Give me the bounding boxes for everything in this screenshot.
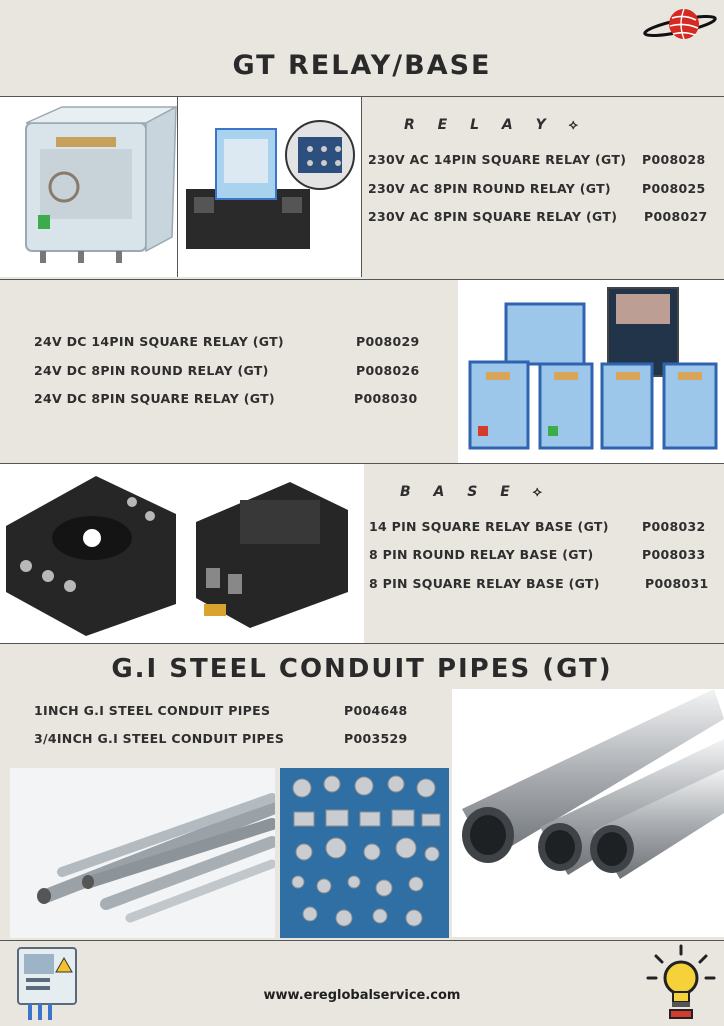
divider xyxy=(0,643,724,644)
divider xyxy=(0,940,724,941)
website-url[interactable]: www.ereglobalservice.com xyxy=(263,988,461,1003)
product-name: 3/4INCH G.I STEEL CONDUIT PIPES xyxy=(34,731,285,746)
product-code: P008027 xyxy=(644,209,708,224)
product-name: 24V DC 8PIN SQUARE RELAY (GT) xyxy=(34,391,275,406)
relay-base-photo xyxy=(0,464,364,643)
product-code: P008032 xyxy=(642,519,706,534)
product-code: P008025 xyxy=(642,181,706,196)
product-name: 14 PIN SQUARE RELAY BASE (GT) xyxy=(369,519,609,534)
product-name: 24V DC 14PIN SQUARE RELAY (GT) xyxy=(34,334,284,349)
product-name: 24V DC 8PIN ROUND RELAY (GT) xyxy=(34,363,269,378)
relay-photo-clear-cube xyxy=(0,97,177,277)
page-title: GT RELAY/BASE xyxy=(232,50,492,81)
product-code: P003529 xyxy=(344,731,408,746)
relay-heading-label: R E L A Y xyxy=(404,117,555,133)
product-row xyxy=(368,152,718,167)
conduit-pipes-bundle-photo xyxy=(10,768,275,938)
diamond-sparkle-icon: ⟡ xyxy=(532,484,542,500)
product-code: P004648 xyxy=(344,703,408,718)
product-row xyxy=(34,334,434,349)
base-heading xyxy=(400,484,542,500)
product-row xyxy=(34,703,434,718)
product-row xyxy=(369,547,719,562)
conduit-fittings-photo xyxy=(280,768,449,938)
conduit-pipes-closeup-photo xyxy=(452,689,724,937)
relay-heading xyxy=(404,117,578,133)
product-code: P008028 xyxy=(642,152,706,167)
product-row xyxy=(368,181,718,196)
product-code: P008033 xyxy=(642,547,706,562)
relay-photo-with-base xyxy=(178,97,361,277)
product-name: 230V AC 8PIN SQUARE RELAY (GT) xyxy=(368,209,618,224)
product-code: P008030 xyxy=(354,391,418,406)
product-code: P008029 xyxy=(356,334,420,349)
product-code: P008031 xyxy=(645,576,709,591)
diamond-sparkle-icon: ⟡ xyxy=(568,117,578,133)
product-name: 1INCH G.I STEEL CONDUIT PIPES xyxy=(34,703,271,718)
brand-logo xyxy=(640,4,718,50)
product-row xyxy=(34,363,434,378)
electrical-panel-icon xyxy=(8,944,86,1022)
conduit-title: G.I STEEL CONDUIT PIPES (GT) xyxy=(111,654,613,684)
product-name: 8 PIN SQUARE RELAY BASE (GT) xyxy=(369,576,600,591)
product-row xyxy=(34,731,434,746)
relay-photo-group xyxy=(458,280,724,463)
product-row xyxy=(34,391,434,406)
light-bulb-icon xyxy=(644,944,718,1020)
product-row xyxy=(369,576,719,591)
product-code: P008026 xyxy=(356,363,420,378)
product-row xyxy=(368,209,718,224)
base-heading-label: B A S E xyxy=(400,484,519,500)
product-row xyxy=(369,519,719,534)
product-name: 8 PIN ROUND RELAY BASE (GT) xyxy=(369,547,594,562)
product-name: 230V AC 14PIN SQUARE RELAY (GT) xyxy=(368,152,627,167)
globe-swoosh-logo-icon xyxy=(640,4,718,50)
product-name: 230V AC 8PIN ROUND RELAY (GT) xyxy=(368,181,611,196)
